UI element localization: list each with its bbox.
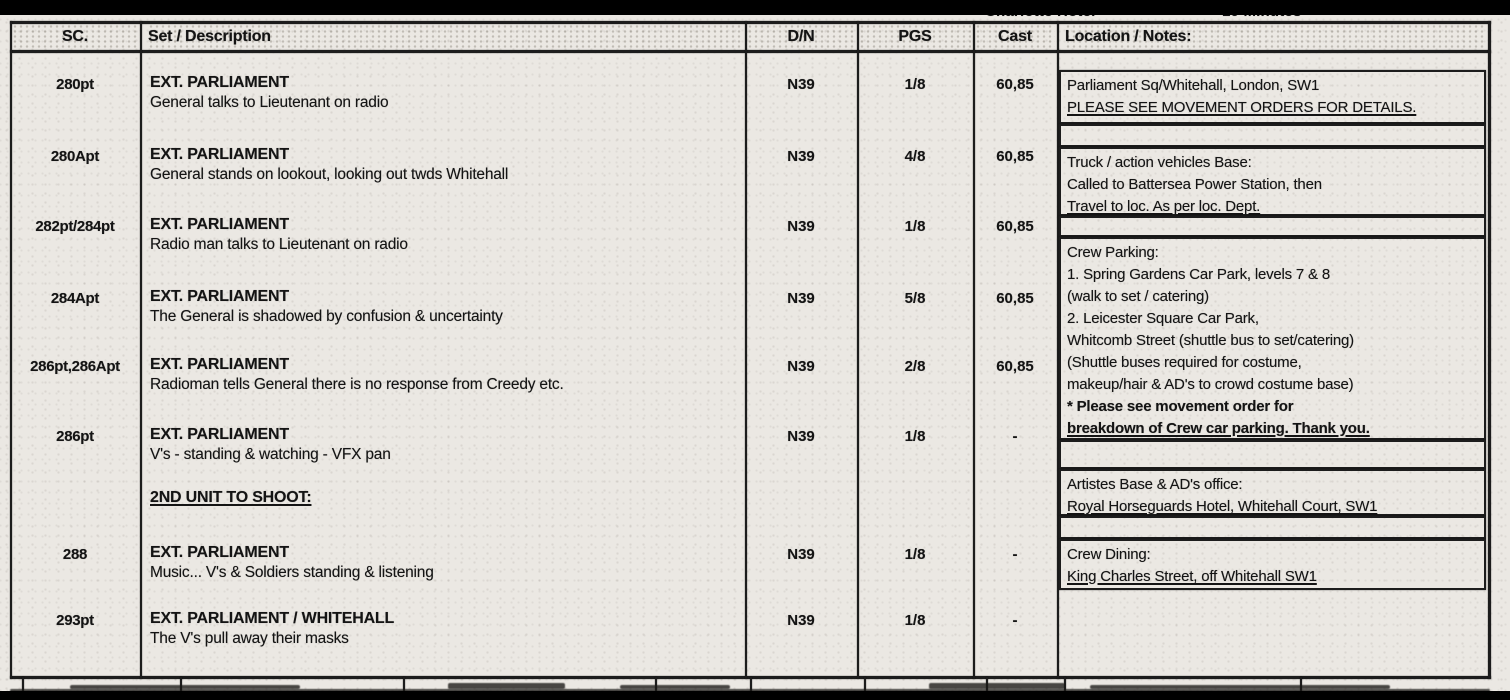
- scene-description: V's - standing & watching - VFX pan: [150, 446, 391, 463]
- day-night-cell: N39: [787, 290, 815, 307]
- note-box-empty: [1059, 440, 1486, 469]
- note-line: PLEASE SEE MOVEMENT ORDERS FOR DETAILS.: [1067, 99, 1417, 116]
- scene-number-cell: 280Apt: [50, 148, 100, 165]
- note-line: Artistes Base & AD's office:: [1067, 476, 1243, 493]
- pages-cell: 5/8: [904, 290, 926, 307]
- day-night-cell: N39: [787, 148, 815, 165]
- column-header-sc: SC.: [12, 24, 138, 50]
- column-header-location: Location / Notes:: [1065, 24, 1485, 50]
- scene-number-cell: 280pt: [56, 76, 94, 93]
- note-line: Called to Battersea Power Station, then: [1067, 176, 1322, 193]
- scene-slug: EXT. PARLIAMENT: [150, 288, 289, 305]
- scene-slug: EXT. PARLIAMENT / WHITEHALL: [150, 610, 395, 627]
- scene-number-cell: 286pt,286Apt: [30, 358, 120, 375]
- day-night-cell: N39: [787, 218, 815, 235]
- day-night-cell: N39: [787, 428, 815, 445]
- cast-cell: -: [1012, 428, 1018, 445]
- scene-number-cell: 282pt/284pt: [35, 218, 115, 235]
- table-right-border: [1488, 21, 1491, 679]
- col-divider-set: [745, 21, 747, 679]
- note-box: [1059, 469, 1486, 516]
- note-line: (Shuttle buses required for costume,: [1067, 354, 1302, 371]
- table-left-border: [10, 21, 12, 679]
- scene-description: The V's pull away their masks: [150, 630, 349, 647]
- pages-cell: 2/8: [904, 358, 926, 375]
- pages-cell: 1/8: [904, 546, 926, 563]
- note-box: [1059, 237, 1486, 440]
- note-box-empty: [1059, 516, 1486, 539]
- note-line: King Charles Street, off Whitehall SW1: [1067, 568, 1317, 585]
- col-divider-pgs: [973, 21, 975, 679]
- note-line: makeup/hair & AD's to crowd costume base): [1067, 376, 1354, 393]
- note-box-lines: [1061, 471, 1484, 518]
- note-box-lines: [1061, 239, 1484, 440]
- letterbox-bottom: [0, 691, 1510, 700]
- scene-slug: EXT. PARLIAMENT: [150, 544, 289, 561]
- note-line: Whitcomb Street (shuttle bus to set/catering): [1067, 332, 1354, 349]
- cast-cell: 60,85: [996, 148, 1034, 165]
- scene-description: The General is shadowed by confusion & uncertainty: [150, 308, 503, 325]
- note-box-empty: [1059, 216, 1486, 237]
- col-divider-sc: [140, 21, 142, 679]
- note-line: Travel to loc. As per loc. Dept.: [1067, 198, 1261, 215]
- note-line: 1. Spring Gardens Car Park, levels 7 & 8: [1067, 266, 1330, 283]
- note-box-lines: [1061, 72, 1484, 119]
- note-box: [1059, 147, 1486, 216]
- second-unit-heading: 2ND UNIT TO SHOOT:: [150, 489, 312, 506]
- cast-cell: 60,85: [996, 76, 1034, 93]
- scene-number-cell: 293pt: [56, 612, 94, 629]
- scene-slug: EXT. PARLIAMENT: [150, 146, 289, 163]
- pages-cell: 1/8: [904, 76, 926, 93]
- col-divider-dn: [857, 21, 859, 679]
- scene-slug: EXT. PARLIAMENT: [150, 426, 289, 443]
- note-box-empty: [1059, 124, 1486, 147]
- pages-cell: 1/8: [904, 218, 926, 235]
- scene-number-cell: 284Apt: [50, 290, 100, 307]
- scene-number-cell: 288: [62, 546, 88, 563]
- scene-description: Music... V's & Soldiers standing & listening: [150, 564, 434, 581]
- day-night-cell: N39: [787, 546, 815, 563]
- scene-description: Radioman tells General there is no response from Creedy etc.: [150, 376, 564, 393]
- column-header-set: Set / Description: [148, 24, 743, 50]
- note-box-lines: [1061, 149, 1484, 218]
- note-box: [1059, 539, 1486, 590]
- cast-cell: 60,85: [996, 218, 1034, 235]
- pages-cell: 1/8: [904, 612, 926, 629]
- note-box-lines: [1061, 541, 1484, 588]
- column-header-cast: Cast: [975, 24, 1055, 50]
- pages-cell: 1/8: [904, 428, 926, 445]
- cast-cell: 60,85: [996, 290, 1034, 307]
- cast-cell: -: [1012, 546, 1018, 563]
- note-line: Parliament Sq/Whitehall, London, SW1: [1067, 77, 1320, 94]
- note-line: breakdown of Crew car parking. Thank you.: [1067, 420, 1370, 437]
- note-line: 2. Leicester Square Car Park,: [1067, 310, 1259, 327]
- column-header-dn: D/N: [747, 24, 855, 50]
- scene-description: General stands on lookout, looking out twds Whitehall: [150, 166, 509, 183]
- note-box: [1059, 70, 1486, 124]
- scene-number-cell: 286pt: [56, 428, 94, 445]
- scene-slug: EXT. PARLIAMENT: [150, 216, 289, 233]
- note-line: Royal Horseguards Hotel, Whitehall Court, SW1: [1067, 498, 1378, 515]
- note-line: Truck / action vehicles Base:: [1067, 154, 1252, 171]
- header-bottom-border: [10, 50, 1491, 53]
- day-night-cell: N39: [787, 76, 815, 93]
- pages-cell: 4/8: [904, 148, 926, 165]
- column-header-pgs: PGS: [859, 24, 971, 50]
- day-night-cell: N39: [787, 612, 815, 629]
- letterbox-top: [0, 0, 1510, 15]
- cast-cell: 60,85: [996, 358, 1034, 375]
- day-night-cell: N39: [787, 358, 815, 375]
- note-line: * Please see movement order for: [1067, 398, 1294, 415]
- scene-slug: EXT. PARLIAMENT: [150, 74, 289, 91]
- note-line: (walk to set / catering): [1067, 288, 1209, 305]
- note-line: Crew Dining:: [1067, 546, 1151, 563]
- scene-slug: EXT. PARLIAMENT: [150, 356, 289, 373]
- note-line: Crew Parking:: [1067, 244, 1159, 261]
- scene-description: Radio man talks to Lieutenant on radio: [150, 236, 408, 253]
- cast-cell: -: [1012, 612, 1018, 629]
- scene-description: General talks to Lieutenant on radio: [150, 94, 389, 111]
